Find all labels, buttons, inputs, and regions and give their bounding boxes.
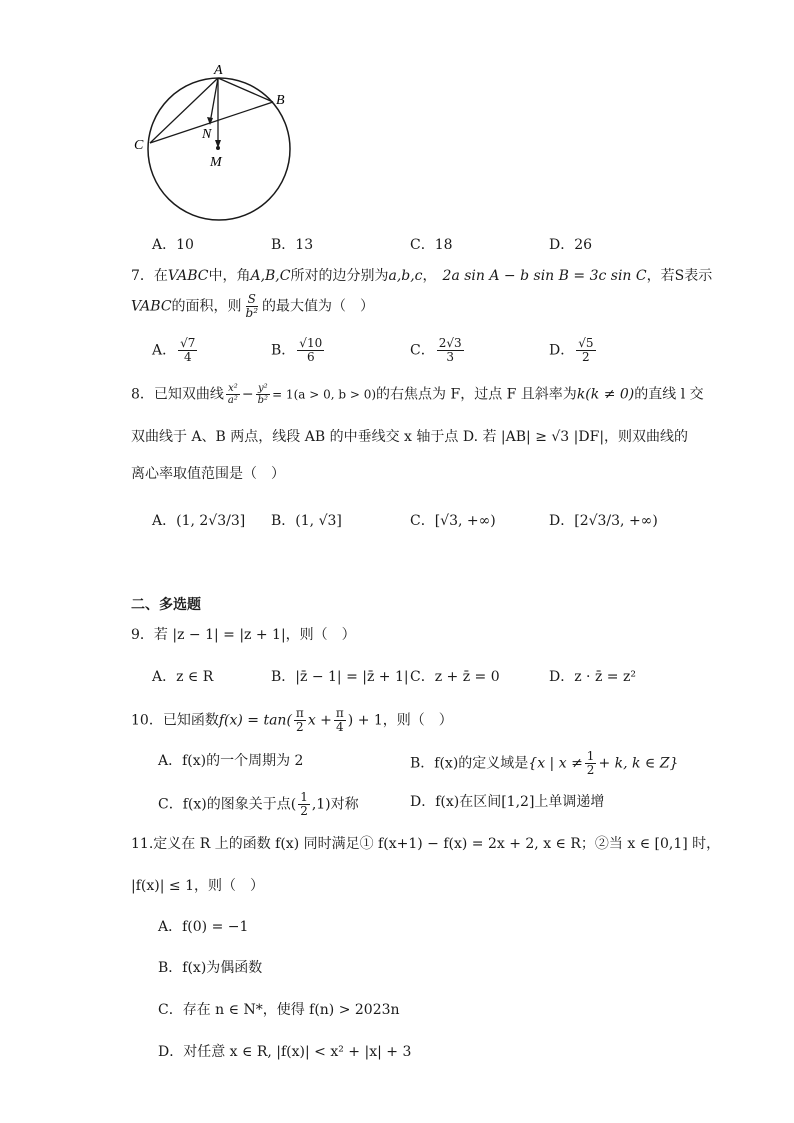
q7-text: ， [422, 268, 437, 284]
q10-option-d[interactable]: D．f(x)在区间[1,2]上单调递增 [410, 794, 605, 810]
q10-option-b[interactable]: B．f(x)的定义域是{x | x ≠ $\frac{1}{2}$ + k, k ∈ Z} [410, 749, 679, 777]
q6-option-a[interactable]: A．10 [152, 237, 194, 253]
section-title: 二、多选题 [131, 597, 201, 613]
q10-func: f(x) = tan( [218, 712, 292, 729]
q7-option-a[interactable]: A． $\frac{√7}{4}$ [152, 336, 196, 364]
q7-triangle: VABC [131, 298, 172, 315]
q7-text: 所对的边分别为 [290, 268, 389, 284]
q7-text: 7．在 [131, 268, 168, 284]
label-m: M [210, 155, 222, 170]
point-m [216, 146, 220, 150]
q10-stem: 10．已知函数f(x) = tan( $\frac{\pi}{2}$ x + $\frac{\pi}{4}$ ) + 1，则（ ） [131, 706, 453, 734]
q7-stem-line2 [131, 293, 374, 320]
circle-figure [128, 58, 308, 228]
q9-option-b[interactable]: B．|z̄ − 1| = |z̄ + 1| [271, 669, 409, 685]
q8-option-c[interactable]: C．[√3, +∞) [410, 513, 496, 529]
q6-option-d[interactable]: D．26 [549, 237, 593, 253]
q7-sides: a,b,c [388, 268, 423, 284]
q8-stem-line2: 双曲线于 A、B 两点，线段 AB 的中垂线交 x 轴于点 D. 若 |AB| ≥ √3 |DF|，则双曲线的 [131, 429, 689, 445]
q8-text: 的右焦点为 F，过点 F 且斜率为 [376, 386, 577, 403]
q8-frac-y: $\frac{\text{y²}}{\text{b²}}$ [257, 383, 269, 406]
q7-stem-line1 [131, 265, 712, 285]
q8-minus: − [241, 386, 254, 403]
q8-option-b[interactable]: B．(1, √3] [271, 513, 342, 529]
q11-option-a[interactable]: A．f(0) = −1 [158, 919, 249, 935]
q8-equation: = 1(a > 0, b > 0) [272, 387, 377, 402]
q7-triangle: VABC [167, 268, 209, 284]
q11-option-b[interactable]: B．f(x)为偶函数 [158, 960, 263, 976]
q6-option-c[interactable]: C．18 [410, 237, 453, 253]
label-n: N [202, 127, 212, 142]
chord-ab [218, 78, 273, 102]
q9-stem: 9．若 |z − 1| = |z + 1|，则（ ） [131, 627, 356, 643]
q10-text: ) + 1，则（ ） [347, 712, 453, 729]
q11-option-c[interactable]: C．存在 n ∈ N*，使得 f(n) > 2023n [158, 1002, 400, 1018]
q10-option-a[interactable]: A．f(x)的一个周期为 2 [158, 753, 304, 769]
q7-text: 的最大值为（ ） [262, 298, 375, 315]
q7-equation: 2a sin A − b sin B = 3c sin C [442, 268, 647, 284]
q11-stem-line1: 11.定义在 R 上的函数 f(x) 同时满足① f(x+1) − f(x) = 2x + 2, x ∈ R；②当 x ∈ [0,1] 时， [131, 836, 721, 852]
q8-stem-line3: 离心率取值范围是（ ） [131, 466, 285, 482]
q8-text: 8．已知双曲线 [131, 386, 224, 403]
q9-option-a[interactable]: A．z ∈ R [152, 669, 214, 685]
label-c: C [134, 138, 144, 153]
q8-stem-line1 [131, 383, 704, 406]
q10-option-c[interactable]: C．f(x)的图象关于点( $\frac{1}{2}$ ,1)对称 [158, 790, 359, 818]
label-b: B [276, 93, 285, 108]
q7-text: 中，角 [208, 268, 251, 284]
q9-option-d[interactable]: D．z · z̄ = z² [549, 669, 636, 685]
chord-cb [150, 102, 273, 143]
q8-option-a[interactable]: A．(1, 2√3/3] [152, 513, 246, 529]
q7-angles: A,B,C [250, 268, 291, 284]
q7-option-d[interactable]: D． $\frac{√5}{2}$ [549, 336, 594, 364]
q8-frac-x: $\frac{\text{x²}}{\text{a²}}$ [227, 383, 238, 406]
q11-stem-line2: |f(x)| ≤ 1，则（ ） [131, 878, 264, 894]
q9-option-c[interactable]: C．z + z̄ = 0 [410, 669, 500, 685]
q7-option-b[interactable]: B． $\frac{√10}{6}$ [271, 336, 323, 364]
label-a: A [214, 63, 223, 78]
q6-option-b[interactable]: B．13 [271, 237, 314, 253]
q7-text: ，若S表示 [646, 268, 713, 284]
q7-fraction: $\frac{S}{\text{b²}}$ [245, 292, 259, 320]
q7-text: 的面积，则 [171, 298, 242, 315]
q8-slope: k(k ≠ 0) [576, 386, 635, 403]
q7-option-c[interactable]: C． $\frac{2√3}{3}$ [410, 336, 462, 364]
q10-text: 10．已知函数 [131, 712, 219, 729]
q8-text: 的直线 l 交 [634, 386, 704, 403]
q10-mid: x + [307, 712, 332, 729]
q8-option-d[interactable]: D．[2√3/3, +∞) [549, 513, 658, 529]
q11-option-d[interactable]: D．对任意 x ∈ R, |f(x)| < x² + |x| + 3 [158, 1044, 412, 1060]
